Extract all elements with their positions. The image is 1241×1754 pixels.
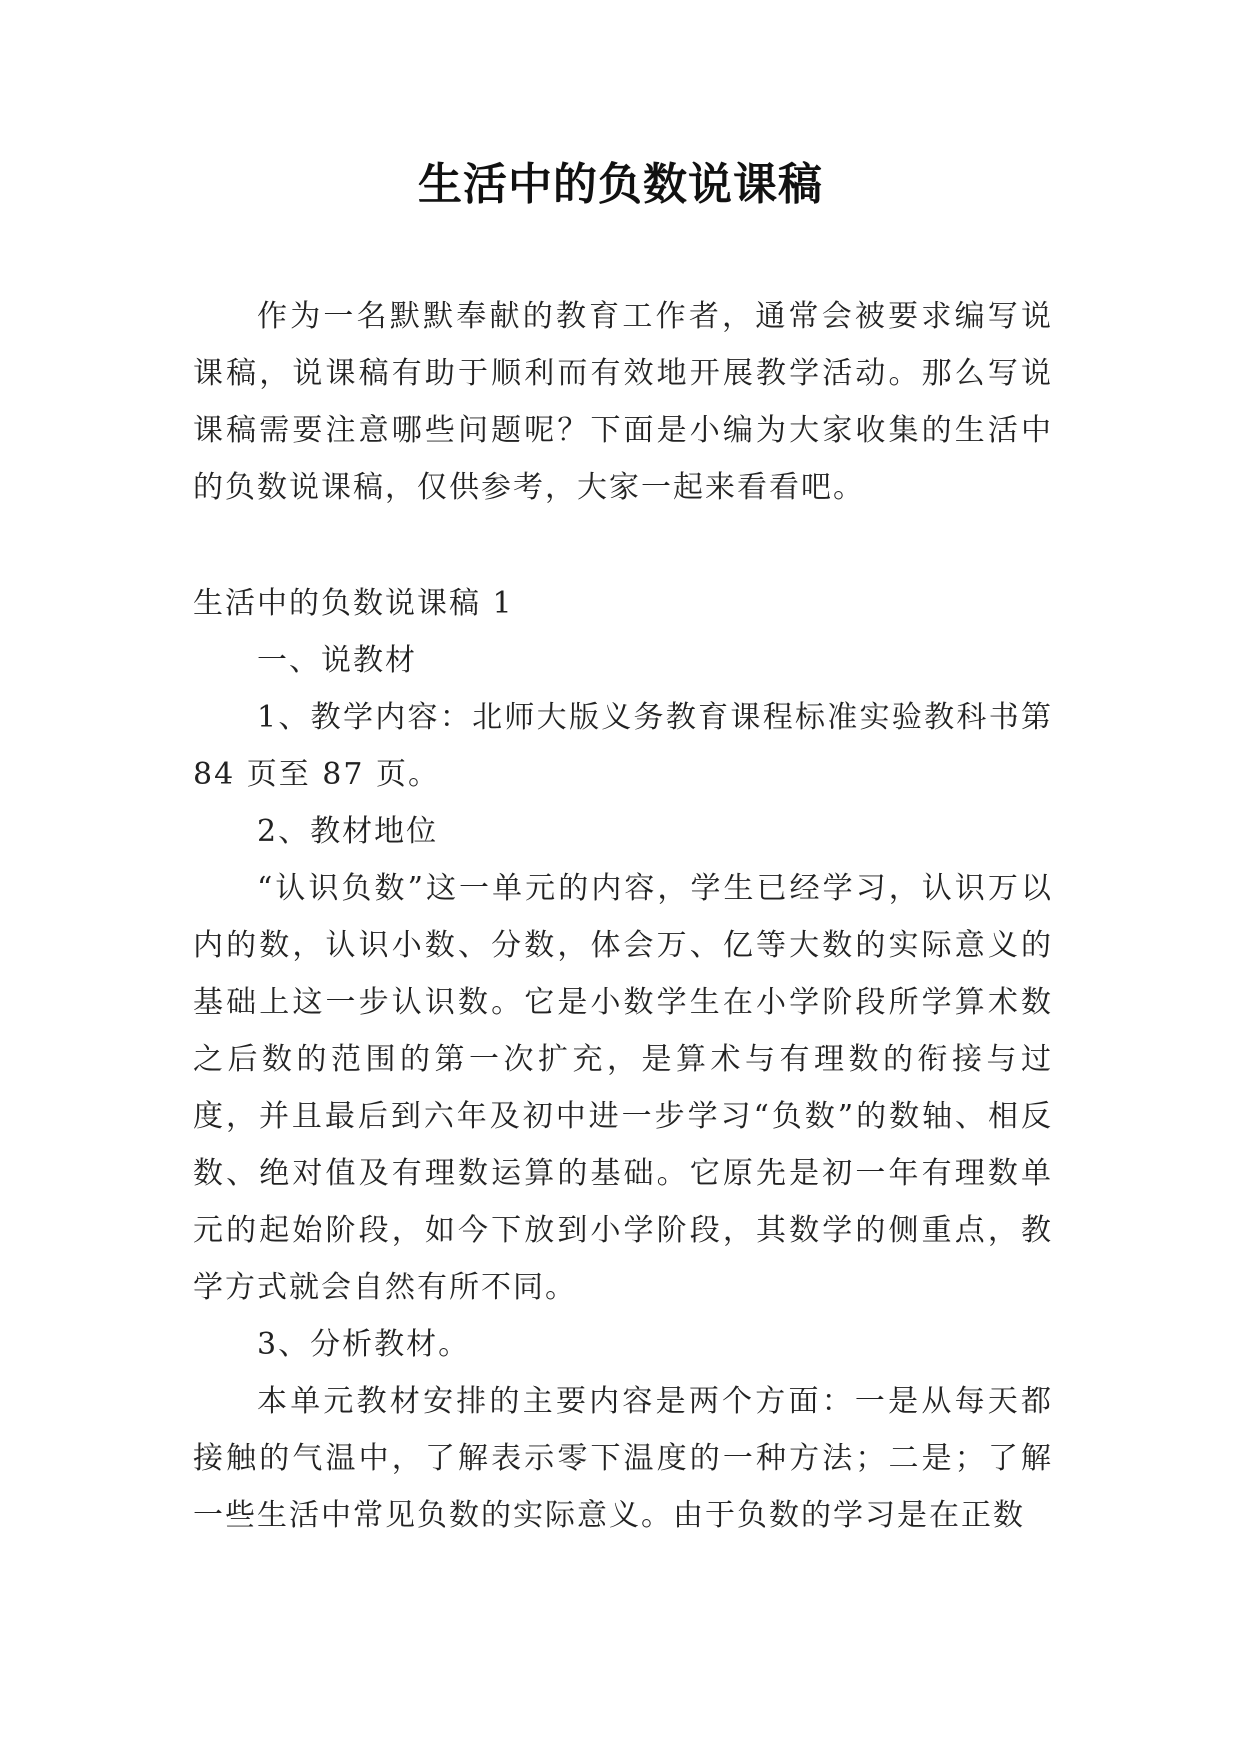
intro-paragraph: 作为一名默默奉献的教育工作者，通常会被要求编写说课稿，说课稿有助于顺利而有效地开展教学活动。那么写说课稿需要注意哪些问题呢？下面是小编为大家收集的生活中的负数说课稿，仅供参考，大家一起来看看吧。 <box>193 299 1053 505</box>
textbook-position-paragraph: “认识负数”这一单元的内容，学生已经学习，认识万以内的数，认识小数、分数，体会万、亿等大数的实际意义的基础上这一步认识数。它是小数学生在小学阶段所学算术数之后数的范围的第一次扩充，是算术与有理数的衔接与过度，并且最后到六年及初中进一步学习“负数”的数轴、相反数、绝对值及有理数运算的基础。它原先是初一年有理数单元的起始阶段，如今下放到小学阶段，其数学的侧重点，教学方式就会自然有所不同。 <box>193 871 1053 1305</box>
document-title: 生活中的负数说课稿 <box>418 159 823 210</box>
chapter-heading: 一、说教材 <box>257 643 417 678</box>
intro-block <box>193 288 1053 516</box>
section-block <box>193 575 1053 1544</box>
teaching-content-paragraph: 1、教学内容：北师大版义务教育课程标准实验教科书第 84 页至 87 页。 <box>193 700 1053 792</box>
analysis-paragraph: 本单元教材安排的主要内容是两个方面：一是从每天都接触的气温中，了解表示零下温度的一种方法；二是；了解一些生活中常见负数的实际意义。由于负数的学习是在正数 <box>193 1384 1053 1533</box>
analysis-heading: 3、分析教材。 <box>257 1327 471 1362</box>
textbook-position-heading: 2、教材地位 <box>257 814 439 849</box>
section-heading: 生活中的负数说课稿 1 <box>193 586 514 621</box>
